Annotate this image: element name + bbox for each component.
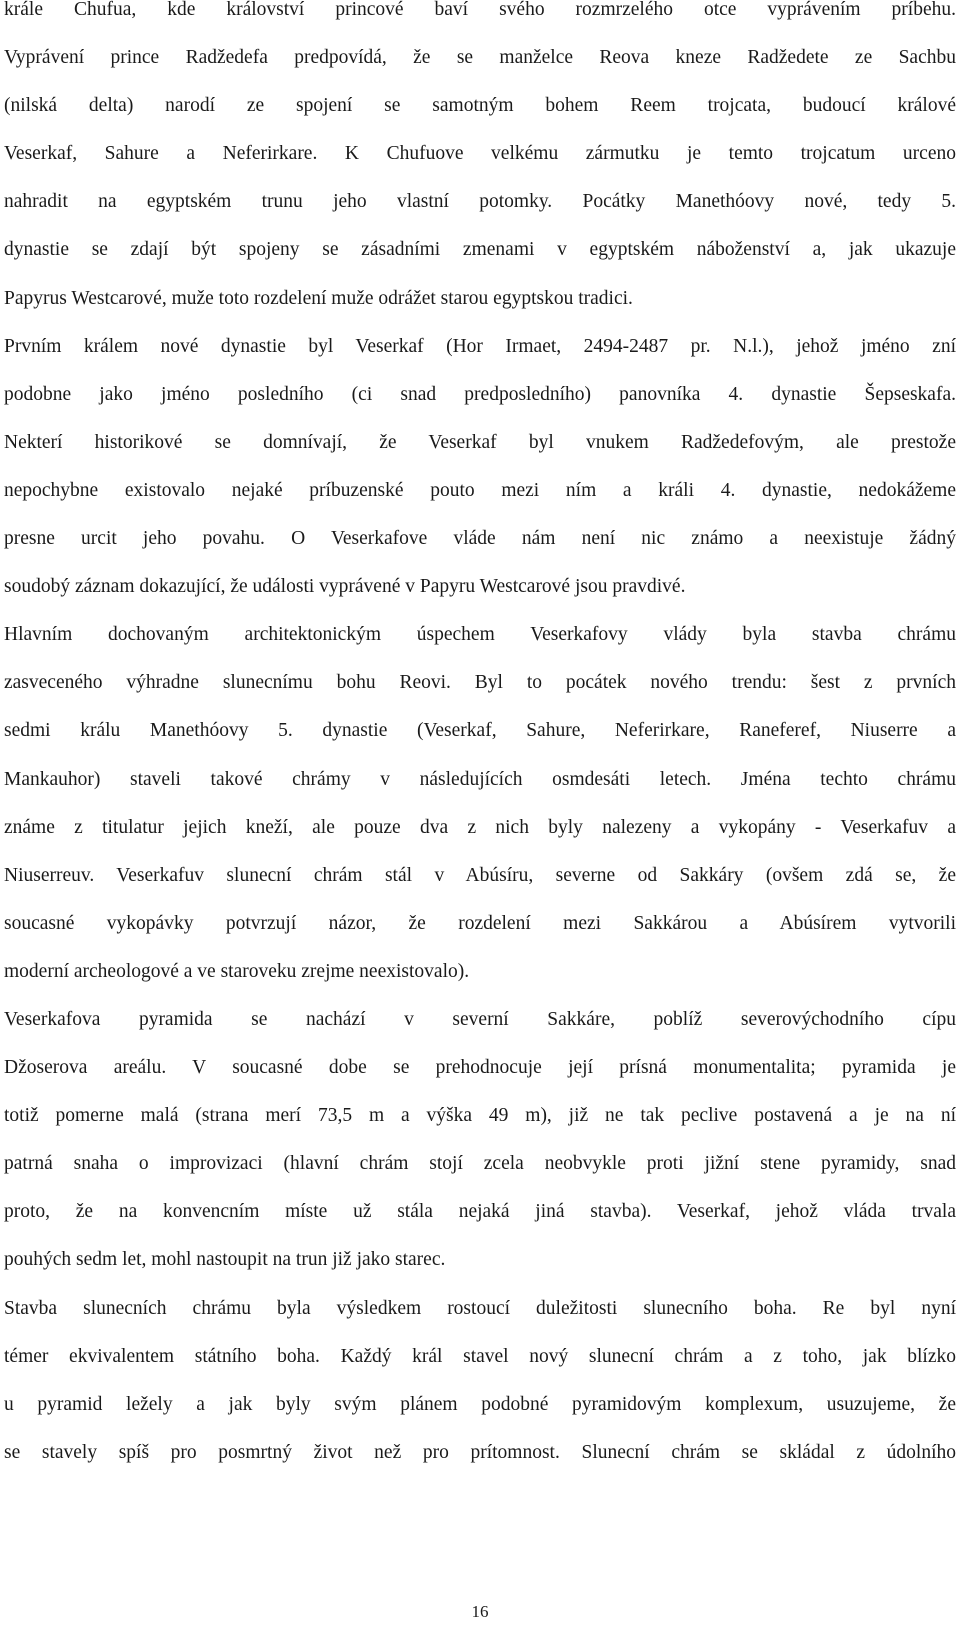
text-line: Veserkaf, Sahure a Neferirkare. K Chufuove velkému zármutku je temto trojcatum urceno <box>4 143 956 165</box>
text-line: se stavely spíš pro posmrtný život než pro prítomnost. Slunecní chrám se skládal z údolního <box>4 1441 956 1463</box>
text-line: presne urcit jeho povahu. O Veserkafove vláde nám není nic známo a neexistuje žádný <box>4 528 956 550</box>
text-line: soucasné vykopávky potvrzují názor, že rozdelení mezi Sakkárou a Abúsírem vytvorili <box>4 912 956 934</box>
page-number: 16 <box>471 1602 489 1621</box>
text-line: Hlavním dochovaným architektonickým úspechem Veserkafovy vlády byla stavba chrámu <box>4 624 956 646</box>
text-line: Vyprávení prince Radžedefa predpovídá, že se manželce Reova kneze Radžedete ze Sachbu <box>4 47 956 69</box>
text-line: Stavba slunecních chrámu byla výsledkem rostoucí duležitosti slunecního boha. Re byl nyní <box>4 1297 956 1319</box>
text-line: Papyrus Westcarové, muže toto rozdelení muže odrážet starou egyptskou tradici. <box>4 287 633 309</box>
text-line: krále Chufua, kde království princové baví svého rozmrzelého otce vyprávením príbehu. <box>4 0 956 20</box>
text-line: nepochybne existovalo nejaké príbuzenské pouto mezi ním a králi 4. dynastie, nedokážeme <box>4 479 956 501</box>
text-line: proto, že na konvencním míste už stála nejaká jiná stavba). Veserkaf, jehož vláda trvala <box>4 1201 956 1223</box>
text-line: Džoserova areálu. V soucasné dobe se prehodnocuje její prísná monumentalita; pyramida je <box>4 1057 956 1079</box>
text-line: sedmi králu Manethóovy 5. dynastie (Veserkaf, Sahure, Neferirkare, Raneferef, Niuserre a <box>4 720 956 742</box>
text-line: Mankauhor) staveli takové chrámy v následujících osmdesáti letech. Jména techto chrámu <box>4 768 956 790</box>
text-line: podobne jako jméno posledního (ci snad predposledního) panovníka 4. dynastie Šepseskafa. <box>4 383 956 405</box>
text-line: u pyramid ležely a jak byly svým plánem podobné pyramidovým komplexum, usuzujeme, že <box>4 1393 956 1415</box>
text-line: moderní archeologové a ve staroveku zrejme neexistovalo). <box>4 960 470 982</box>
body-text <box>4 0 956 1477</box>
text-line: dynastie se zdají být spojeny se zásadními zmenami v egyptském náboženství a, jak ukazuje <box>4 239 956 261</box>
text-line: (nilská delta) narodí ze spojení se samotným bohem Reem trojcata, budoucí králové <box>4 95 956 117</box>
text-line: Nekterí historikové se domnívají, že Veserkaf byl vnukem Radžedefovým, ale prestože <box>4 431 956 453</box>
text-line: patrná snaha o improvizaci (hlavní chrám stojí zcela neobvykle proti jižní stene pyramidy, snad <box>4 1153 956 1175</box>
text-line: nahradit na egyptském trunu jeho vlastní potomky. Pocátky Manethóovy nové, tedy 5. <box>4 191 956 213</box>
text-line: totiž pomerne malá (strana merí 73,5 m a výška 49 m), již ne tak peclive postavená a je na ní <box>4 1105 956 1127</box>
text-line: pouhých sedm let, mohl nastoupit na trun již jako starec. <box>4 1249 446 1271</box>
text-line: známe z titulatur jejich kneží, ale pouze dva z nich byly nalezeny a vykopány - Veserkafuv a <box>4 816 956 838</box>
text-line: témer ekvivalentem státního boha. Každý král stavel nový slunecní chrám a z toho, jak blízko <box>4 1345 956 1367</box>
text-line: zasveceného výhradne slunecnímu bohu Reovi. Byl to pocátek nového trendu: šest z prvních <box>4 672 956 694</box>
text-line: Veserkafova pyramida se nachází v severní Sakkáre, poblíž severovýchodního cípu <box>4 1008 956 1030</box>
text-line: soudobý záznam dokazující, že události vyprávené v Papyru Westcarové jsou pravdivé. <box>4 576 686 598</box>
text-line: Prvním králem nové dynastie byl Veserkaf (Hor Irmaet, 2494-2487 pr. N.l.), jehož jméno zní <box>4 335 956 357</box>
text-line: Niuserreuv. Veserkafuv slunecní chrám stál v Abúsíru, severne od Sakkáry (ovšem zdá se, že <box>4 864 956 886</box>
